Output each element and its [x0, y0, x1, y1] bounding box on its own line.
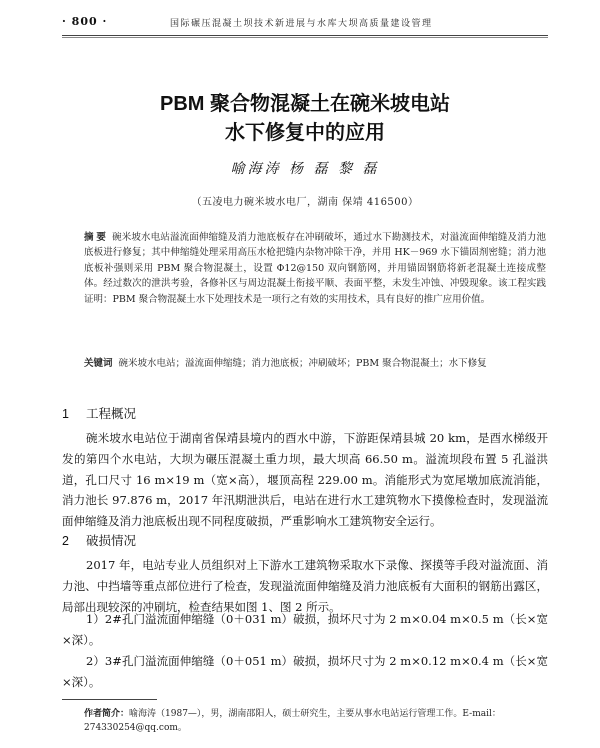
running-header — [62, 13, 548, 35]
section-title: 工程概况 — [86, 407, 137, 421]
paragraph-item-1: 1）2#孔门溢流面伸缩缝（0＋031 m）破损，损坏尺寸为 2 m×0.04 m×0.5 m（长×宽×深）。 — [62, 612, 548, 647]
abstract — [84, 230, 546, 307]
paper-title-line1: PBM 聚合物混凝土在碗米坡电站 — [160, 93, 450, 115]
journal-title: 国际碾压混凝土坝技术新进展与水库大坝高质量建设管理 — [170, 19, 433, 29]
paragraph: 碗米坡水电站位于湖南省保靖县境内的酉水中游，下游距保靖县城 20 km，是酉水梯级开发的第四个水电站，大坝为碾压混凝土重力坝，最大坝高 66.50 m。溢流坝段布置 5 孔溢洪道，孔口尺寸 16 m×19 m（宽×高），堰顶高程 229.00 m。消能形式为宽尾墩加底流消能，消力池长 97.876 m，2017 年汛期泄洪后，电站在进行水工建筑物水下摸像检查时，发现溢流面伸缩缝及消力池底板出现不同程度破损，严重影响水工建筑物安全运行。 — [62, 431, 548, 529]
affiliation: （五凌电力碗米坡水电厂，湖南 保靖 416500） — [191, 197, 419, 208]
author-footnote — [84, 706, 548, 735]
keywords-label: 关键词 — [84, 358, 113, 369]
section-number: 2 — [62, 534, 69, 548]
section-heading-2 — [62, 531, 136, 549]
keywords-text: 碗米坡水电站；溢流面伸缩缝；消力池底板；冲刷破坏；PBM 聚合物混凝土；水下修复 — [118, 358, 487, 369]
abstract-text: 碗米坡水电站溢流面伸缩缝及消力池底板存在冲刷破坏，通过水下勘测技术，对溢流面伸缩缝及消力池底板进行修复；其中伸缩缝处理采用高压水枪把缝内杂物冲除干净，并用 HK－969 水下锚固剂密缝；消力池底板补强则采用 PBM 聚合物混凝土，设置 Φ12@150 双向钢筋网，并用锚固钢筋将新老混凝土连接成整体。经过数次的泄洪考验，各修补区与周边混凝土衔接平顺、表面平整，未发生冲蚀、冲毁现象。该工程实践证明：PBM 聚合物混凝土水下处理技术是一项行之有效的实用技术，具有良好的推广应用价值。 — [84, 232, 546, 305]
header-rule-thin — [62, 37, 548, 38]
section-number: 1 — [62, 407, 69, 421]
paragraph-item-2: 2）3#孔门溢流面伸缩缝（0＋051 m）破损，损坏尺寸为 2 m×0.12 m×0.4 m（长×宽×深）。 — [62, 654, 548, 689]
page-number: · 800 · — [62, 15, 108, 28]
paragraph: 2017 年，电站专业人员组织对上下游水工建筑物采取水下录像、探摸等手段对溢流面、消力池、中挡墙等重点部位进行了检查，发现溢流面伸缩缝及消力池底板有大面积的钢筋出露区，局部出现较深的冲刷坑，检查结果如图 1、图 2 所示。 — [62, 558, 548, 614]
footnote-label: 作者简介： — [84, 708, 130, 718]
keywords — [84, 356, 546, 371]
header-rule — [62, 35, 548, 36]
footnote-rule — [62, 699, 157, 700]
authors: 喻海涛 杨 磊 黎 磊 — [230, 161, 380, 177]
section-heading-1 — [62, 404, 136, 422]
paper-title-line2: 水下修复中的应用 — [225, 122, 385, 144]
section-title: 破损情况 — [86, 534, 137, 548]
footnote-text: 喻海涛（1987—），男，湖南邵阳人，硕士研究生，主要从事水电站运行管理工作。E-mail：274330254@qq.com。 — [84, 709, 501, 733]
abstract-label: 摘 要 — [84, 232, 107, 243]
